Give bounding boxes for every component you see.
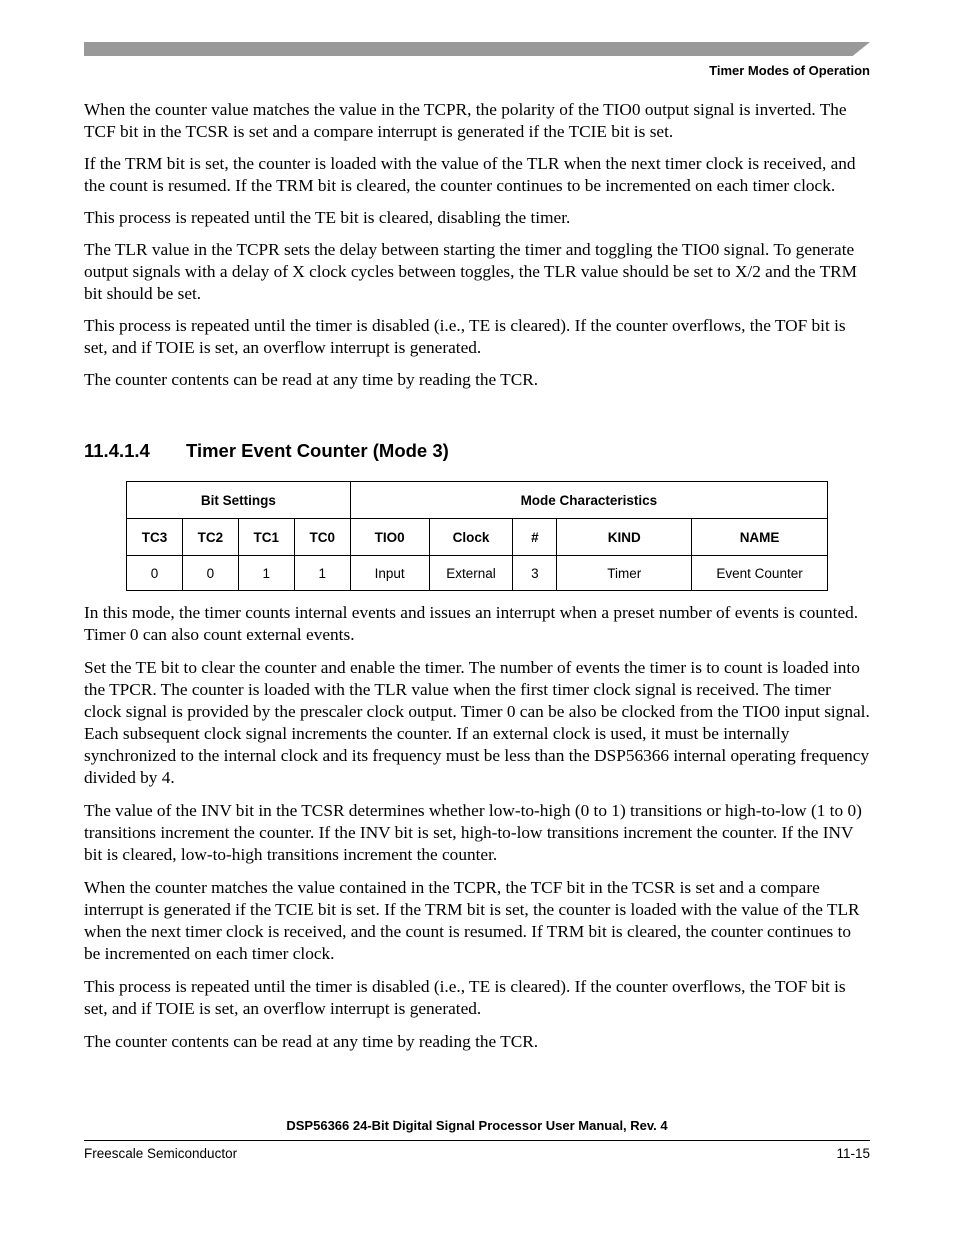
table-column-header: TC2 bbox=[182, 519, 238, 556]
section-heading bbox=[84, 440, 449, 462]
table-group-header: Bit Settings bbox=[127, 482, 351, 519]
mode-table bbox=[126, 481, 828, 591]
table-column-header: NAME bbox=[692, 519, 828, 556]
footer-manual-title: DSP56366 24-Bit Digital Signal Processor User Manual, Rev. 4 bbox=[286, 1118, 668, 1133]
paragraph: This process is repeated until the timer is disabled (i.e., TE is cleared). If the counter overflows, the TOF bit is set, and if TOIE is set, an overflow interrupt is generated. bbox=[84, 977, 846, 1018]
table-cell: 0 bbox=[127, 556, 183, 591]
table-cell: 3 bbox=[513, 556, 557, 591]
body-text-top bbox=[84, 99, 870, 391]
table-column-header: KIND bbox=[557, 519, 692, 556]
paragraph: In this mode, the timer counts internal events and issues an interrupt when a preset number of events is counted. Timer 0 can also count external events. bbox=[84, 603, 859, 644]
table-cell: External bbox=[429, 556, 513, 591]
table-column-header: # bbox=[513, 519, 557, 556]
section-number: 11.4.1.4 bbox=[84, 440, 150, 461]
paragraph: When the counter value matches the value in the TCPR, the polarity of the TIO0 output signal is inverted. The TCF bit in the TCSR is set and a compare interrupt is generated if the TCIE bit is set. bbox=[84, 100, 847, 141]
paragraph: The TLR value in the TCPR sets the delay between starting the timer and toggling the TIO0 signal. To generate output signals with a delay of X clock cycles between toggles, the TLR value should be set to X/2 and the TRM bit should be set. bbox=[84, 240, 858, 303]
table-column-header: TC1 bbox=[238, 519, 294, 556]
footer-page-number: 11-15 bbox=[836, 1146, 870, 1161]
table-group-header-row bbox=[127, 482, 828, 519]
footer-divider bbox=[84, 1140, 870, 1141]
table-column-header: Clock bbox=[429, 519, 513, 556]
paragraph: The counter contents can be read at any time by reading the TCR. bbox=[84, 370, 539, 389]
table-row bbox=[127, 556, 828, 591]
table-column-header: TIO0 bbox=[350, 519, 429, 556]
footer-company: Freescale Semiconductor bbox=[84, 1146, 238, 1161]
running-header: Timer Modes of Operation bbox=[709, 63, 870, 78]
paragraph: When the counter matches the value contained in the TCPR, the TCF bit in the TCSR is set and a compare interrupt is generated if the TCIE bit is set. If the TRM bit is set, the counter is loaded with the value of the TLR when the next timer clock is received, and the count is resumed. If TRM bit is cleared, the counter continues to be incremented on each timer clock. bbox=[84, 878, 860, 963]
paragraph: If the TRM bit is set, the counter is loaded with the value of the TLR when the next timer clock is received, and the count is resumed. If the TRM bit is cleared, the counter continues to be incremented on each timer clock. bbox=[84, 154, 856, 195]
header-decorative-bar bbox=[84, 42, 870, 56]
table-column-header: TC3 bbox=[127, 519, 183, 556]
paragraph: Set the TE bit to clear the counter and enable the timer. The number of events the timer is to count is loaded into the TPCR. The counter is loaded with the TLR value when the first timer clock signal is received. The timer clock signal is provided by the prescaler clock output. Timer 0 can be also be clocked from the TIO0 input signal. Each subsequent clock signal increments the counter. If an external clock is used, it must be internally synchronized to the internal clock and its frequency must be less than the DSP56366 internal operating frequency divided by 4. bbox=[84, 658, 870, 787]
table-cell: Input bbox=[350, 556, 429, 591]
table-cell: Event Counter bbox=[692, 556, 828, 591]
table-column-header: TC0 bbox=[294, 519, 350, 556]
section-title: Timer Event Counter (Mode 3) bbox=[186, 440, 449, 461]
table-cell: Timer bbox=[557, 556, 692, 591]
paragraph: This process is repeated until the TE bit is cleared, disabling the timer. bbox=[84, 208, 571, 227]
table-group-header: Mode Characteristics bbox=[350, 482, 827, 519]
table-cell: 1 bbox=[238, 556, 294, 591]
paragraph: The value of the INV bit in the TCSR determines whether low-to-high (0 to 1) transitions or high-to-low (1 to 0) transitions increment the counter. If the INV bit is set, high-to-low transitions increment the counter. If the INV bit is cleared, low-to-high transitions increment the counter. bbox=[84, 801, 862, 864]
table-cell: 1 bbox=[294, 556, 350, 591]
paragraph: This process is repeated until the timer is disabled (i.e., TE is cleared). If the counter overflows, the TOF bit is set, and if TOIE is set, an overflow interrupt is generated. bbox=[84, 316, 846, 357]
body-text-bottom bbox=[84, 602, 870, 1053]
paragraph: The counter contents can be read at any time by reading the TCR. bbox=[84, 1032, 539, 1051]
table-header-row bbox=[127, 519, 828, 556]
table-cell: 0 bbox=[182, 556, 238, 591]
